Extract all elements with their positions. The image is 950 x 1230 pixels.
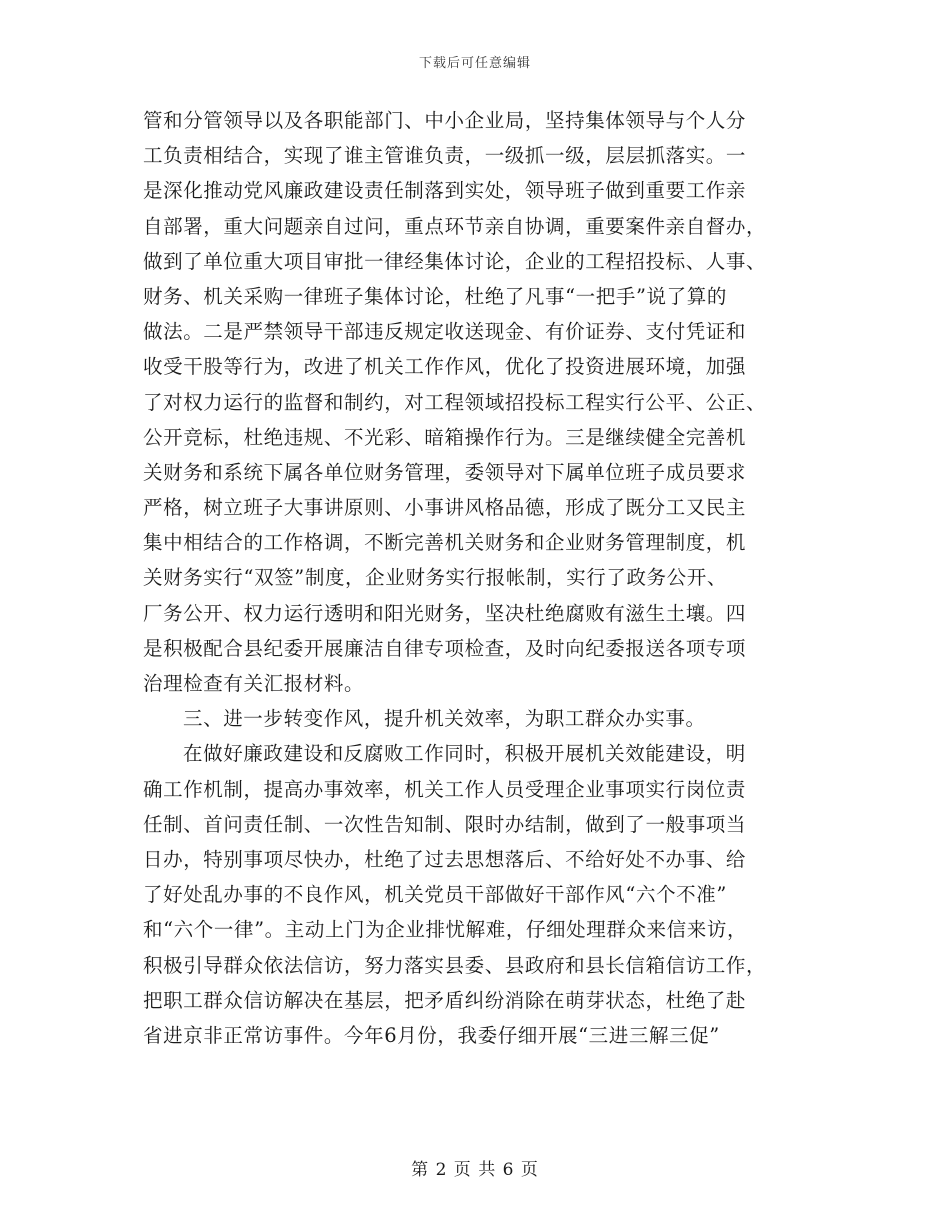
text-line: 把职工群众信访解决在基层，把矛盾纠纷消除在萌芽状态，杜绝了赴 [143, 988, 747, 1012]
text-line: 了好处乱办事的不良作风，机关党员干部做好干部作风“六个不准” [143, 883, 727, 907]
text-line: 在做好廉政建设和反腐败工作同时，积极开展机关效能建设，明 [183, 742, 746, 766]
text-line: 财务、机关采购一律班子集体讨论，杜绝了凡事“一把手”说了算的 [143, 284, 727, 308]
text-line: 严格，树立班子大事讲原则、小事讲风格品德，形成了既分工又民主 [143, 496, 747, 520]
text-line: 日办，特别事项尽快办，杜绝了过去思想落后、不给好处不办事、给 [143, 847, 747, 871]
text-line: 是积极配合县纪委开展廉洁自律专项检查，及时向纪委报送各项专项 [143, 636, 747, 660]
text-line: 积极引导群众依法信访，努力落实县委、县政府和县长信箱信访工作， [143, 953, 767, 977]
text-line: 关财务实行“双签”制度，企业财务实行报帐制，实行了政务公开、 [143, 566, 727, 590]
text-line: 厂务公开、权力运行透明和阳光财务，坚决杜绝腐败有滋生土壤。四 [143, 601, 747, 625]
text-line: 收受干股等行为，改进了机关工作作风，优化了投资进展环境，加强 [143, 355, 747, 379]
text-line: 治理检查有关汇报材料。 [143, 672, 365, 695]
text-line: 做法。二是严禁领导干部违反规定收送现金、有价证券、支付凭证和 [143, 320, 747, 344]
text-line: 关财务和系统下属各单位财务管理，委领导对下属单位班子成员要求 [143, 460, 747, 484]
text-line: 是深化推动党风廉政建设责任制落到实处，领导班子做到重要工作亲 [143, 179, 747, 203]
text-line: 省进京非正常访事件。今年6月份，我委仔细开展“三进三解三促” [143, 1023, 720, 1047]
text-line: 任制、首问责任制、一次性告知制、限时办结制，做到了一般事项当 [143, 812, 747, 836]
text-line: 做到了单位重大项目审批一律经集体讨论，企业的工程招投标、人事、 [143, 249, 767, 273]
text-line: 管和分管领导以及各职能部门、中小企业局，坚持集体领导与个人分 [143, 109, 747, 132]
text-line: 确工作机制，提高办事效率，机关工作人员受理企业事项实行岗位责 [143, 777, 747, 801]
text-line: 了对权力运行的监督和制约，对工程领域招投标工程实行公平、公正、 [143, 390, 767, 414]
page-header: 下载后可任意编辑 [418, 56, 531, 71]
document-body [143, 103, 803, 1053]
text-line: 三、进一步转变作风，提升机关效率，为职工群众办实事。 [183, 707, 706, 731]
text-line: 自部署，重大问题亲自过问，重点环节亲自协调，重要案件亲自督办， [143, 214, 767, 238]
text-line: 和“六个一律”。主动上门为企业排忧解难，仔细处理群众来信来访， [143, 918, 748, 942]
text-line: 公开竞标，杜绝违规、不光彩、暗箱操作行为。三是继续健全完善机 [143, 425, 747, 449]
text-line: 集中相结合的工作格调，不断完善机关财务和企业财务管理制度，机 [143, 531, 747, 555]
page-number-footer: 第 2 页 共 6 页 [411, 1160, 539, 1180]
text-line: 工负责相结合，实现了谁主管谁负责，一级抓一级，层层抓落实。一 [143, 144, 747, 168]
